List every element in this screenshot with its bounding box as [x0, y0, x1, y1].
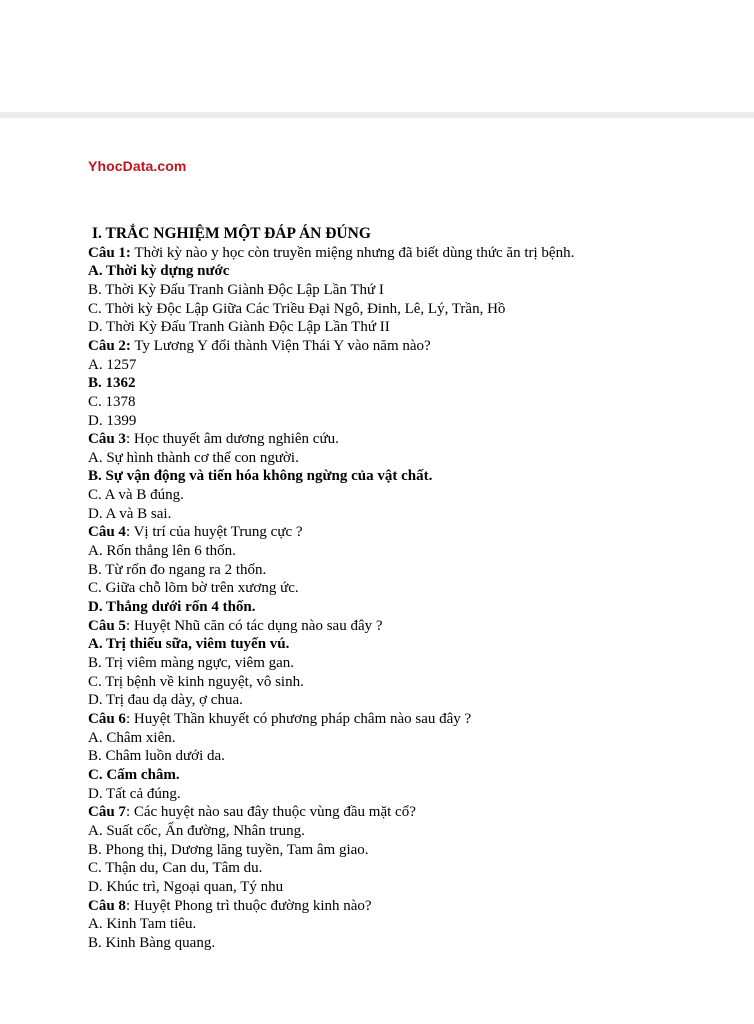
- quiz-content: [88, 225, 728, 953]
- question-6: [88, 710, 728, 729]
- question-text: : Huyệt Thần khuyết có phương pháp châm nào sau đây ?: [125, 711, 472, 727]
- question-label: Câu 5: [88, 617, 126, 634]
- question-2: [88, 337, 728, 356]
- question-7: [88, 803, 728, 822]
- answer-option: A. Suất cốc, Ấn đường, Nhân trung.: [88, 822, 305, 839]
- question-text: : Huyệt Phong trì thuộc đường kinh nào?: [125, 897, 372, 914]
- answer-option: A. 1257: [88, 356, 137, 373]
- answer-option: C. A và B đúng.: [88, 487, 184, 504]
- answer-option: C. Thận du, Can du, Tâm du.: [88, 860, 263, 877]
- answer-option: D. Thời Kỳ Đấu Tranh Giành Độc Lập Lần Thứ II: [88, 319, 390, 336]
- answer-option: B. Kinh Bàng quang.: [88, 934, 216, 951]
- question-text: : Học thuyết âm dương nghiên cứu.: [125, 431, 339, 448]
- answer-option: D. Tất cả đúng.: [88, 785, 181, 802]
- answer-option: B. Sự vận động và tiến hóa không ngừng của vật chất.: [88, 468, 433, 485]
- question-text: Thời kỳ nào y học còn truyền miệng nhưng đã biết dùng thức ăn trị bệnh.: [130, 244, 575, 261]
- question-label: Câu 7: [88, 804, 126, 821]
- question-label: Câu 2:: [88, 337, 131, 354]
- answer-option: D. Thẳng dưới rốn 4 thốn.: [88, 599, 256, 616]
- site-brand: YhocData.com: [88, 158, 187, 174]
- answer-option: A. Kinh Tam tiêu.: [88, 916, 197, 933]
- answer-option: A. Rốn thẳng lên 6 thốn.: [88, 543, 236, 560]
- question-8: [88, 897, 728, 916]
- answer-option: B. 1362: [88, 375, 136, 392]
- question-label: Câu 8: [88, 897, 126, 914]
- answer-option: C. Giữa chỗ lõm bờ trên xương ức.: [88, 580, 299, 597]
- answer-option: C. Thời kỳ Độc Lập Giữa Các Triều Đại Ngô, Đinh, Lê, Lý, Trần, Hồ: [88, 300, 506, 317]
- question-text: : Vị trí của huyệt Trung cực ?: [125, 524, 303, 541]
- question-label: Câu 4: [88, 524, 126, 541]
- answer-option: B. Trị viêm màng ngực, viêm gan.: [88, 655, 295, 672]
- answer-option: A. Thời kỳ dựng nước: [88, 263, 230, 280]
- answer-option: C. Cấm châm.: [88, 766, 180, 783]
- answer-option: D. Khúc trì, Ngoại quan, Tý nhu: [88, 878, 284, 895]
- question-3: [88, 430, 728, 449]
- answer-option: B. Châm luồn dưới da.: [88, 748, 225, 765]
- question-1: [88, 244, 728, 263]
- answer-option: C. 1378: [88, 393, 136, 410]
- question-text: Ty Lương Y đổi thành Viện Thái Y vào năm nào?: [130, 337, 431, 354]
- question-5: [88, 617, 728, 636]
- answer-option: A. Trị thiếu sữa, viêm tuyến vú.: [88, 636, 290, 653]
- question-label: Câu 6: [88, 711, 126, 727]
- question-text: : Các huyệt nào sau đây thuộc vùng đầu mặt cổ?: [125, 804, 416, 821]
- answer-option: D. A và B sai.: [88, 505, 172, 522]
- answer-option: A. Sự hình thành cơ thể con người.: [88, 449, 299, 466]
- answer-option: D. Trị đau dạ dày, ợ chua.: [88, 692, 243, 709]
- question-list: [88, 244, 728, 953]
- answer-option: B. Thời Kỳ Đấu Tranh Giành Độc Lập Lần Thứ I: [88, 281, 384, 298]
- top-blank-area: [0, 0, 754, 112]
- answer-option: A. Châm xiên.: [88, 729, 176, 746]
- question-label: Câu 3: [88, 431, 126, 448]
- question-text: : Huyệt Nhũ căn có tác dụng nào sau đây ?: [125, 617, 383, 634]
- question-label: Câu 1:: [88, 244, 131, 261]
- answer-option: C. Trị bệnh về kinh nguyệt, vô sinh.: [88, 673, 304, 690]
- question-4: [88, 523, 728, 542]
- answer-option: D. 1399: [88, 412, 137, 429]
- answer-option: B. Phong thị, Dương lăng tuyền, Tam âm giao.: [88, 841, 369, 858]
- section-title: I. TRẮC NGHIỆM MỘT ĐÁP ÁN ĐÚNG: [92, 225, 371, 242]
- answer-option: B. Từ rốn đo ngang ra 2 thốn.: [88, 561, 267, 578]
- document-page: [0, 118, 754, 1024]
